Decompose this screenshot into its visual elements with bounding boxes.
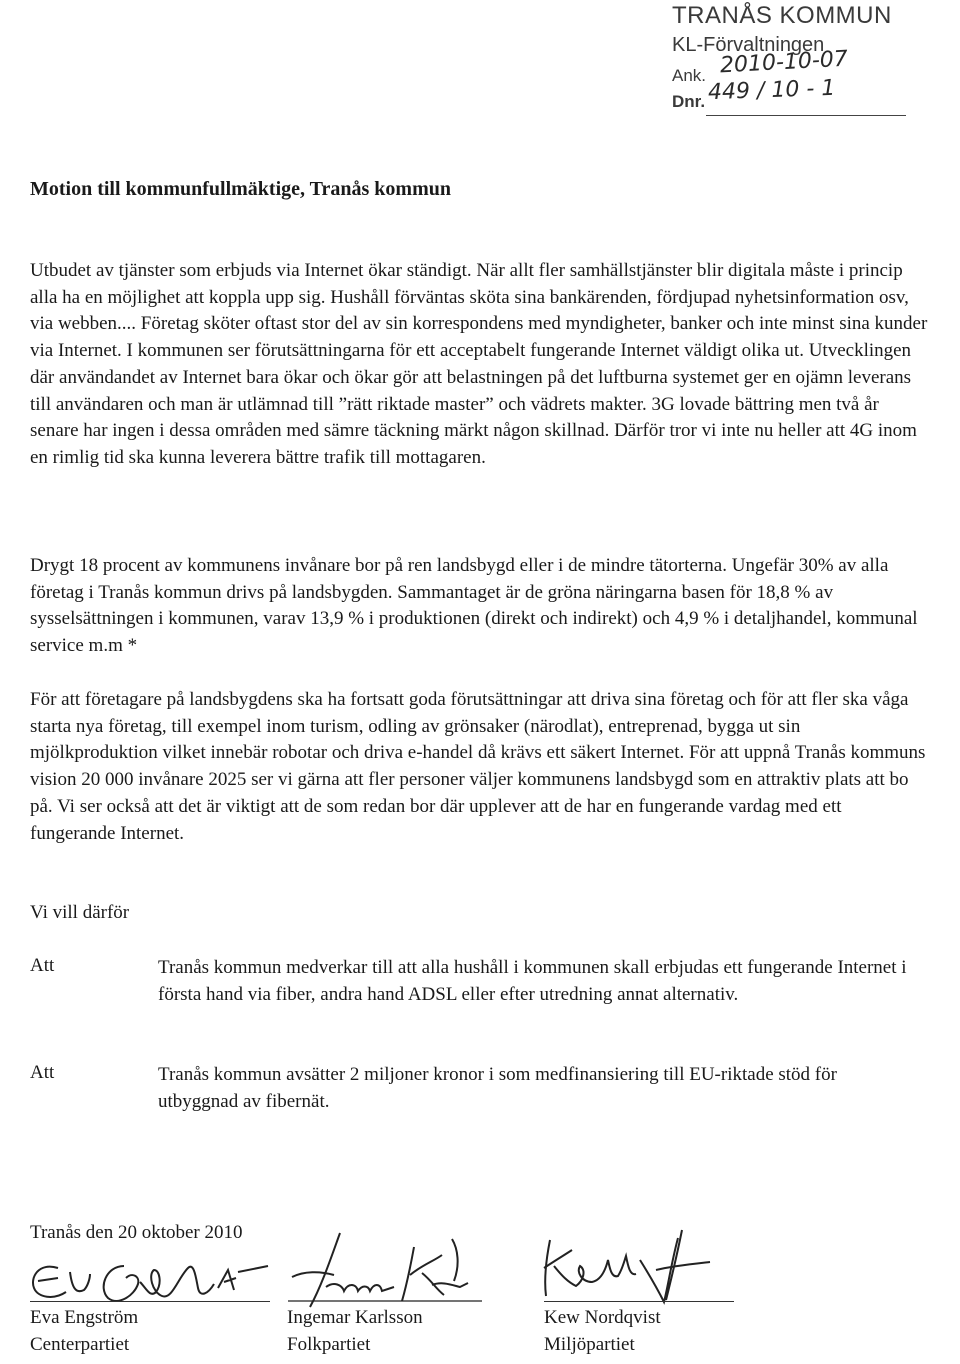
signer-1 (30, 1305, 138, 1358)
place-and-date: Tranås den 20 oktober 2010 (30, 1222, 243, 1243)
signature-kew-nordqvist (532, 1220, 732, 1310)
paragraph-rural-statistics: Drygt 18 procent av kommunens invånare bor på ren landsbygd eller i de mindre tätorterna. Ungefär 30% av alla företag i Tranås kommun drivs på landsbygden. Sammantaget är de gröna näringarna basen för 18,8 % av sysselsättningen i kommunen, varav 13,9 % i produktionen (direkt och indirekt) och 4,9 % i detaljhandel, kommunal service m.m * (30, 555, 918, 657)
paragraph-we-propose: Vi vill därför (30, 902, 130, 923)
stamp-department: KL-Förvaltningen (672, 34, 825, 56)
stamp-dnr-label: Dnr. (672, 92, 706, 111)
proposal-1-text: Tranås kommun medverkar till att alla hushåll i kommunen skall erbjudas ett fungerande Internet i första hand via fiber, andra hand ADSL eller efter utredning annat alternativ. (158, 957, 907, 1005)
proposal-1-label: Att (30, 955, 55, 976)
stamp-ank-label: Ank. (672, 66, 707, 85)
stamp-organization: TRANÅS KOMMUN (672, 2, 892, 29)
signer-3-party: Miljöpartiet (544, 1333, 635, 1355)
proposal-2-text: Tranås kommun avsätter 2 miljoner kronor i som medfinansiering till EU-riktade stöd för utbyggnad av fibernät. (158, 1064, 837, 1112)
document-title: Motion till kommunfullmäktige, Tranås kommun (30, 178, 451, 200)
signature-line-1 (30, 1301, 270, 1302)
paragraph-rural-business: För att företagare på landsbygdens ska ha fortsatt goda förutsättningar att driva sina företag och för att fler ska våga starta nya företag, till exempel inom turism, odling av grönsaker (närodlat), entreprenad, bygga ut sin mjölkproduktion vilket innebär robotar och driva e-handel då krävs ett säkert Internet. För att uppnå Tranås kommuns vision 20 000 invånare 2025 ser vi gärna att fler personer väljer kommunens landsbygd som en attraktiv plats att bo på. Vi ser också att det är viktigt att de som redan bor där upplever att de har en fungerande vardag med ett fungerande Internet. (30, 689, 926, 844)
signature-ingemar-karlsson (282, 1225, 482, 1315)
signer-3 (544, 1305, 661, 1358)
signer-2-party: Folkpartiet (287, 1333, 371, 1355)
received-stamp (668, 2, 916, 122)
signer-2-name: Ingemar Karlsson (287, 1307, 423, 1328)
stamp-dnr-value: 449 / 10 - 1 (707, 75, 836, 106)
proposal-2-label: Att (30, 1062, 55, 1083)
signature-line-3 (544, 1301, 734, 1302)
stamp-dnr-underline (706, 115, 906, 116)
signer-1-name: Eva Engström (30, 1307, 139, 1328)
stamp-ank-date: 2010-10-07 (719, 46, 849, 79)
signer-2 (287, 1305, 423, 1358)
signer-3-name: Kew Nordqvist (544, 1307, 661, 1328)
paragraph-internet-services: Utbudet av tjänster som erbjuds via Internet ökar ständigt. När allt fler samhällstjänster blir digitala måste i princip alla ha en möjlighet att koppla upp sig. Hushåll förväntas sköta sina bankärenden, fördjupad nyhetsinformation osv, via webben.... Företag sköter oftast stor del av sin korrespondens med myndigheter, banker och inte minst sina kunder via Internet. I kommunen ser förutsättningarna för ett acceptabelt fungerande Internet väldigt olika ut. Utvecklingen där användandet av Internet bara ökar och ökar gör att belastningen på det luftburna systemet ger en ojämn leverans till användaren och man är utlämnad till ”rätt riktade master” och vädrets makter. 3G lovade bättring men två år senare har ingen i dessa områden med sämre täckning märkt någon skillnad. Därför tror vi inte nu heller att 4G inom en rimlig tid ska kunna leverera bättre trafik till mottagaren. (30, 260, 928, 468)
signer-1-party: Centerpartiet (30, 1333, 130, 1355)
